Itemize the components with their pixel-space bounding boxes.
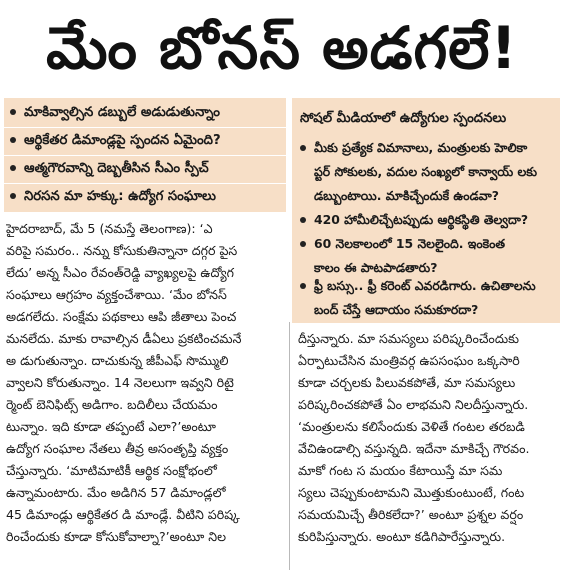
body-line: మాకో గంట స మయం కేటాయిస్తే మా సమ — [298, 463, 503, 478]
body-line: అ డుగుతున్నాం. దాచుకున్న జీపీఎఫ్ సొమ్ములి — [6, 353, 229, 368]
bullet-icon — [10, 137, 16, 143]
social-item: ఫ్రీ బస్సు.. ఫ్రీ కరెంట్ ఎవరడిగారు. ఉచితాలను బంద్ చేస్తే ఆదాయం సమకూరదా? — [300, 274, 558, 322]
highlight-item: ఆత్మగౌరవాన్ని దెబ్బతీసిన సీఎం స్పీచ్ — [10, 155, 282, 183]
body-line: 45 డిమాండ్లు ఆర్థికేతర డి మాండ్లే. వీటిని పరిష్క — [6, 507, 240, 522]
body-line: లేదు’ అన్న సీఎం రేవంత్‌రెడ్డి వ్యాఖ్యలపై ఉద్యోగ — [6, 265, 234, 280]
body-line: కురిపిస్తున్నారు. అంటూ కడిగిపారేస్తున్నారు. — [298, 529, 506, 544]
body-line: పరిష్కరించకపోతే ఏం లాభమని నిలదీస్తున్నారు. — [298, 397, 529, 412]
social-item: 420 హామీలిచ్చేటప్పుడు ఆర్థికస్థితి తెల్వదా? — [300, 208, 558, 232]
highlight-item: ఆర్థికేతర డిమాండ్లపై స్పందన ఏమైంది? — [10, 127, 282, 155]
body-line: ఉన్నామంటారు. మేం అడిగిన 57 డిమాండ్లలో — [6, 485, 226, 500]
body-line: చేస్తున్నారు. ‘మాటిమాటికీ ఆర్థిక సంక్షోభంలో — [6, 463, 217, 478]
bullet-icon — [300, 145, 306, 151]
body-line: మనలేదు. మాకు రావాల్సిన డీఏలు ప్రకటించమనే — [6, 331, 242, 346]
bullet-icon — [10, 109, 16, 115]
body-line: ఉద్యోగ సంఘాల నేతలు తీవ్ర అసంతృప్తి వ్యక్తం — [6, 441, 229, 456]
body-line: అడగలేదు. సంక్షేమ పథకాలు ఆపి జీతాలు పెంచ — [6, 309, 237, 324]
body-line: ఏర్పాటుచేసిన మంత్రివర్గ ఉపసంఘం ఒక్కసారి — [298, 353, 520, 368]
highlight-item: మాకివ్వాల్సిన డబ్బులే అడుడుతున్నాం — [10, 99, 282, 127]
bullet-icon — [10, 193, 16, 199]
body-line: హైదరాబాద్, మే 5 (నమస్తే తెలంగాణ): ‘ఎ — [6, 221, 213, 236]
body-line: సమయమిచ్చే తీరికలేదా?’ అంటూ ప్రశ్నల వర్షం — [298, 507, 524, 522]
body-line: ‘మంత్రులను కలిసేందుకు వెళితే గంటల తరబడి — [298, 419, 525, 434]
body-line: టున్నాం. ఇది కూడా తప్పంటే ఎలా?’అంటూ — [6, 419, 216, 434]
bullet-icon — [300, 217, 306, 223]
social-box-title: సోషల్ మీడియాలో ఉద్యోగుల స్పందనలు — [300, 111, 507, 126]
body-line: వరిపై సమరం.. నన్ను కోసుకుతిన్నానా దగ్గర పైస — [6, 243, 238, 258]
bullet-icon — [300, 241, 306, 247]
bullet-icon — [300, 283, 306, 289]
body-line: ర్మెంట్ బెనిఫిట్స్ అడిగాం. బదిలీలు చేయమం — [6, 397, 218, 412]
body-line: సంఘాలు ఆగ్రహం వ్యక్తంచేశాయి. ‘మేం బోనస్ — [6, 287, 227, 302]
social-item: 60 నెలకాలంలో 15 నెలలైంది. ఇంకెంత కాలం ఈ పాటపాడతారు? — [300, 232, 558, 280]
bullet-icon — [10, 165, 16, 171]
column-divider — [289, 322, 290, 570]
body-line: దీస్తున్నారు. మా సమస్యలు పరిష్కరించేందుకు — [298, 331, 520, 346]
body-line: వ్వాలని కోరుతున్నాం. 14 నెలలుగా ఇవ్వని రిటై — [6, 375, 234, 390]
body-line: స్యలు చెప్పుకుంటామని మొత్తుకుంటుంటే, గంట — [298, 485, 525, 500]
headline: మేం బోనస్ అడగలే! — [46, 14, 518, 82]
body-line: కూడా చర్చలకు పిలువకపోతే, మా సమస్యలు — [298, 375, 516, 390]
body-line: రించేందుకు కూడా కోసుకోవాల్నా?’అంటూ నిల — [6, 529, 227, 544]
highlight-item: నిరసన మా హక్కు: ఉద్యోగ సంఘాలు — [10, 183, 282, 211]
body-line: వేచిఉండాల్సి వస్తున్నది. ఇదేనా మాకిచ్చే గౌరవం. — [298, 441, 530, 456]
social-item: మీకు ప్రత్యేక విమానాలు, మంత్రులకు హెలికా ప్టర్ సోకులకు, వదుల సంఖ్యలో కాన్వాయ్ లకు డబ్బుంటాయి. మాకిచ్చేందుకే ఉండవా? — [300, 136, 558, 208]
